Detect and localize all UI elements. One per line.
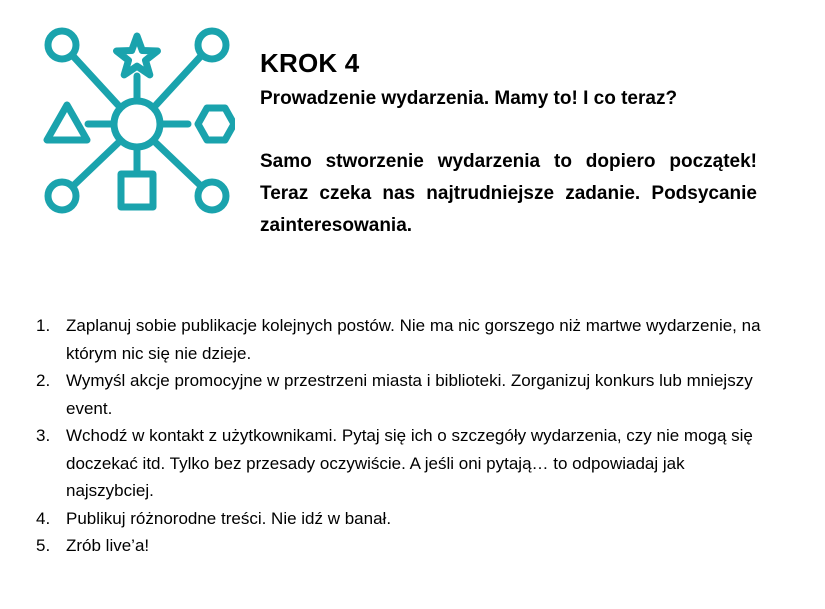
step-intro: Samo stworzenie wydarzenia to dopiero początek! Teraz czeka nas najtrudniejsze zadanie. Podsycanie zainteresowania. — [260, 151, 757, 236]
list-item-text: Wymyśl akcje promocyjne w przestrzeni miasta i biblioteki. Zorganizuj konkurs lub mniejszy event. — [66, 371, 753, 418]
tips-list — [36, 312, 776, 560]
list-item-number: 5. — [36, 536, 51, 555]
list-item-number: 4. — [36, 508, 51, 528]
list-item — [36, 505, 776, 533]
list-item-number: 2. — [36, 371, 51, 390]
list-item — [36, 312, 776, 367]
network-shapes-icon — [40, 26, 235, 221]
list-item-number: 3. — [36, 426, 51, 445]
list-item-text: Zaplanuj sobie publikacje kolejnych postów. Nie ma nic gorszego niż martwe wydarzenie, na którym nic się nie dzieje. — [66, 316, 761, 363]
list-item-text: Publikuj różnorodne treści. Nie idź w banał. — [66, 508, 392, 528]
list-item-text: Zrób live’a! — [66, 536, 150, 555]
list-item-number: 1. — [36, 316, 51, 335]
list-item — [36, 367, 776, 422]
list-item-text: Wchodź w kontakt z użytkownikami. Pytaj się ich o szczegóły wydarzenia, czy nie mogą się doczekać itd. Tylko bez przesady oczywiście. A jeśli oni pytają… to odpowiadaj jak najszybciej. — [66, 426, 753, 500]
list-item — [36, 422, 776, 505]
step-header — [260, 48, 760, 242]
step-subtitle: Prowadzenie wydarzenia. Mamy to! I co teraz? — [260, 88, 678, 109]
list-item — [36, 532, 776, 560]
step-title: KROK 4 — [260, 48, 360, 78]
